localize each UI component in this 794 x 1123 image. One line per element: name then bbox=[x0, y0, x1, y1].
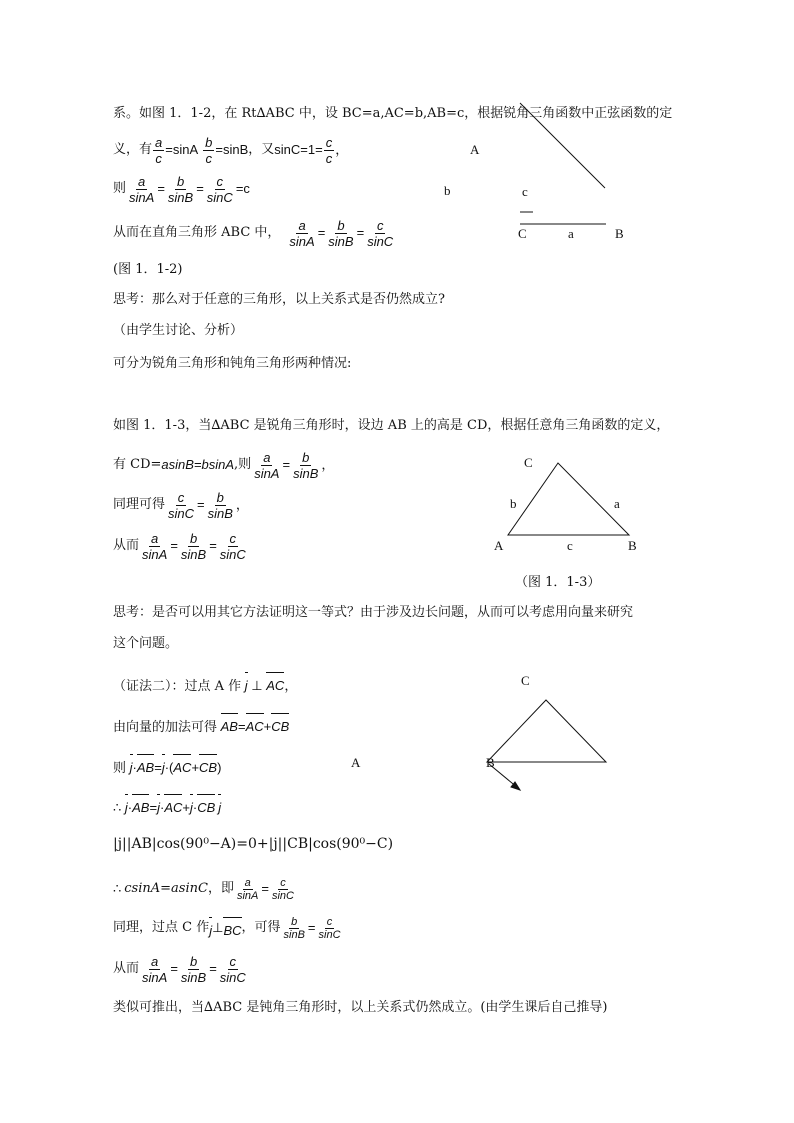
fraction: $\frac{a}{\sin A}$ bbox=[142, 530, 168, 562]
fraction: $\frac{c}{c}$ bbox=[325, 134, 333, 166]
formula-line: 同理可得 $\frac{c}{\sin C}$ = $\frac{b}{\sin B}$ ， bbox=[113, 489, 249, 521]
vertex-label-b: B bbox=[615, 226, 624, 241]
fraction: $\frac{c}{\sin C}$ bbox=[168, 489, 195, 521]
fraction: $\frac{b}{\sin B}$ bbox=[328, 217, 354, 249]
fraction: $\frac{b}{\sin B}$ bbox=[180, 530, 207, 562]
vertex-label-c: C bbox=[521, 673, 530, 688]
formula-line: 有 CD= asinB=bsinA ,则 $\frac{a}{\sin A}$ = $\frac{b}{\sin B}$ ， bbox=[113, 449, 335, 481]
formula-line: 同理，过点 C 作 j ⊥ BC ，可得 $\frac{b}{\sin B}$ = $\frac{c}{\sin C}$ bbox=[113, 915, 341, 941]
fraction: $\frac{c}{\sin C}$ bbox=[219, 530, 246, 562]
formula-line: 则 j·AB=j·(AC+CB) bbox=[113, 752, 221, 779]
side-label-a: a bbox=[568, 226, 574, 241]
formula-line: （证法二）：过点 A 作 j ⊥ AC， bbox=[113, 670, 297, 697]
vertex-label-a: A bbox=[351, 755, 361, 770]
formula-line: 从而在直角三角形 ABC 中， $\frac{a}{\sin A}$ = $\frac{b}{\sin B}$ = $\frac{c}{\sin C}$ bbox=[113, 217, 394, 249]
paragraph-line: 系。如图 1．1-2，在 Rt∆ABC 中，设 BC=a,AC=b,AB=c，根据锐角三角函数中正弦函数的定 bbox=[113, 106, 673, 121]
fraction: $\frac{a}{\sin A}$ bbox=[142, 953, 168, 985]
figure-caption: （图 1．1-3） bbox=[515, 575, 601, 590]
side-label-b: b bbox=[510, 496, 517, 511]
fraction: $\frac{b}{\sin B}$ bbox=[167, 173, 194, 205]
paragraph-line: 如图 1．1-3，当∆ABC 是锐角三角形时，设边 AB 上的高是 CD，根据任意角三角函数的定义， bbox=[113, 418, 670, 433]
fraction: $\frac{a}{\sin A}$ bbox=[289, 217, 315, 249]
paragraph-line: 思考：是否可以用其它方法证明这一等式？由于涉及边长问题，从而可以考虑用向量来研究 bbox=[113, 605, 634, 620]
formula-line: |j||AB|cos(90⁰−A)=0+|j||CB|cos(90⁰−C) bbox=[113, 836, 394, 852]
fraction: $\frac{a}{\sin A}$ bbox=[254, 449, 280, 481]
paragraph-line: （由学生讨论、分析） bbox=[113, 323, 244, 338]
formula-line: ∴ j·AB=j·AC+j·CB j bbox=[113, 792, 221, 818]
vertex-label-a: A bbox=[494, 538, 504, 553]
fraction: $\frac{c}{\sin C}$ bbox=[318, 915, 341, 941]
side-label-c: c bbox=[567, 538, 573, 553]
fraction: $\frac{b}{\sin B}$ bbox=[180, 953, 207, 985]
vertex-label-b: B bbox=[486, 755, 495, 770]
vertex-label-a: A bbox=[470, 142, 480, 157]
fraction: $\frac{b}{\sin B}$ bbox=[207, 489, 233, 521]
side-label-b: b bbox=[444, 183, 451, 198]
fraction: $\frac{a}{c}$ bbox=[155, 134, 163, 166]
paragraph-line: 这个问题。 bbox=[113, 636, 179, 651]
formula-line: 从而 $\frac{a}{\sin A}$ = $\frac{b}{\sin B}$ = $\frac{c}{\sin C}$ bbox=[113, 530, 246, 562]
side-label-c: c bbox=[522, 184, 528, 199]
fraction: $\frac{b}{c}$ bbox=[205, 134, 213, 166]
vertex-label-b: B bbox=[628, 538, 637, 553]
paragraph-line: 可分为锐角三角形和钝角三角形两种情况: bbox=[113, 356, 352, 371]
formula-line: 义，有 $\frac{a}{c}$ =sinA $\frac{b}{c}$ =sinB ，又 sinC=1= $\frac{c}{c}$ ， bbox=[113, 134, 349, 166]
fraction: $\frac{c}{\sin C}$ bbox=[219, 953, 246, 985]
paragraph-line: 类似可推出，当∆ABC 是钝角三角形时，以上关系式仍然成立。(由学生课后自己推导) bbox=[113, 1000, 608, 1015]
fraction: $\frac{b}{\sin B}$ bbox=[293, 449, 319, 481]
fraction: $\frac{c}{\sin C}$ bbox=[271, 876, 294, 902]
side-label-a: a bbox=[614, 496, 620, 511]
formula-line: 则 $\frac{a}{\sin A}$ = $\frac{b}{\sin B}$ = $\frac{c}{\sin C}$ =c bbox=[113, 173, 250, 205]
fraction: $\frac{c}{\sin C}$ bbox=[367, 217, 394, 249]
paragraph-line: 思考：那么对于任意的三角形，以上关系式是否仍然成立? bbox=[113, 292, 445, 307]
formula-line: ∴ csinA=asinC ，即 $\frac{a}{\sin A}$ = $\frac{c}{\sin C}$ bbox=[113, 876, 294, 902]
formula-line: 由向量的加法可得 AB=AC+CB bbox=[113, 711, 289, 738]
vertex-label-c: C bbox=[518, 226, 527, 241]
fraction: $\frac{c}{\sin C}$ bbox=[206, 173, 233, 205]
fraction: $\frac{a}{\sin A}$ bbox=[236, 876, 259, 902]
formula-line: 从而 $\frac{a}{\sin A}$ = $\frac{b}{\sin B}$ = $\frac{c}{\sin C}$ bbox=[113, 953, 246, 985]
figure-caption: (图 1．1-2) bbox=[113, 262, 183, 277]
fraction: $\frac{a}{\sin A}$ bbox=[129, 173, 155, 205]
fraction: $\frac{b}{\sin B}$ bbox=[283, 915, 305, 941]
vertex-label-c: C bbox=[524, 455, 533, 470]
